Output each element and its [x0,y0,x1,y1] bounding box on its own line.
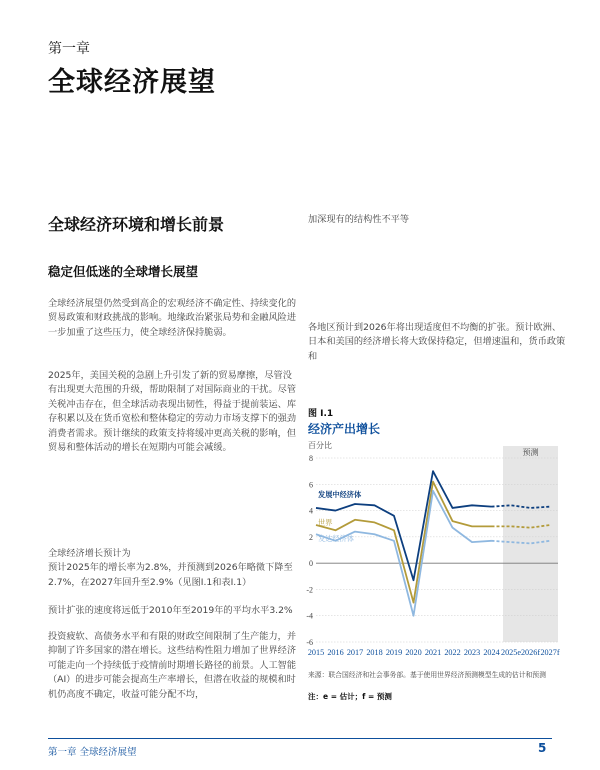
y-tick-label: 8 [309,454,313,463]
series-label: 发展中经济体 [318,490,362,499]
paragraph-regional: 各地区预计到2026年将出现适度但不均衡的扩张。预计欧洲、日本和美国的经济增长将大致保持稳定，但增速温和，货币政策和 [308,322,566,362]
x-tick-label: 2025e [500,648,522,657]
x-tick-label: 2019 [385,648,403,657]
sub-heading: 稳定但低迷的全球增长展望 [48,264,199,279]
page-number: 5 [538,741,547,755]
forecast-band [503,446,558,642]
figure-number: 图 I.1 [308,409,334,419]
forecast-label: 预测 [522,448,539,457]
output-growth-chart [300,436,590,664]
x-tick-label: 2020 [405,648,422,657]
y-tick-label: -4 [306,611,313,621]
x-tick-label: 2017 [346,648,364,657]
chapter-title: 全球经济展望 [48,67,216,98]
y-tick-label: 0 [309,559,313,569]
x-tick-label: 2022 [444,648,461,657]
footer-rule [48,738,552,739]
x-tick-label: 2026f [520,648,541,657]
x-tick-label: 2023 [463,648,481,657]
footer-chapter-text: 第一章 全球经济展望 [48,747,137,758]
figure-notes: 注：e = 估计；f = 预测 [308,692,392,701]
y-tick-label: 2 [309,532,313,542]
paragraph-investment: 投资疲软、高债务水平和有限的财政空间限制了生产能力，并抑制了许多国家的潜在增长。这些结构性阻力增加了世界经济可能走向一个持续低于疫情前时期增长路径的前景。人工智能（AI）的进步可能会提高生产率增长，但潜在收益的规模和时机仍高度不确定，收益可能分配不均， [48,631,297,700]
paragraph-tariffs: 2025年，美国关税的急剧上升引发了新的贸易摩擦，尽管没有出现更大范围的升级，帮助限制了对国际商业的干扰。尽管关税冲击存在，但全球活动表现出韧性，得益于提前装运、库存积累以及在货币宽松和整体稳定的劳动力市场支撑下的强劲消费者需求。预计继续的政策支持将缓冲更高关税的影响，但贸易和整体活动的增长在短期内可能会减缓。 [48,370,297,454]
paragraph-growth-forecast: 全球经济增长预计为 预计2025年的增长率为2.8%，并预测到2026年略微下降至2.7%，在2027年回升至2.9%（见图I.1和表I.1） [48,548,293,588]
y-axis-label: 百分比 [308,441,332,450]
x-tick-label: 2016 [327,648,344,657]
x-tick-label: 2024 [483,648,500,657]
figure-source: 来源：联合国经济和社会事务部。基于使用世界经济预测模型生成的估计和预测 [308,671,546,679]
paragraph-outlook: 全球经济展望仍然受到高企的宏观经济不确定性、持续变化的贸易政策和财政挑战的影响。地缘政治紧张局势和金融风险进一步加重了这些压力，使全球经济保持脆弱。 [48,298,297,338]
y-tick-label: 6 [309,480,313,490]
paragraph-expansion-pace: 预计扩张的速度将远低于2010年至2019年的平均水平3.2% [48,605,293,616]
paragraph-inequality: 加深现有的结构性不平等 [308,214,410,225]
chapter-label: 第一章 [48,41,90,57]
x-tick-label: 2018 [366,648,383,657]
series-label: 世界 [318,519,333,528]
section-heading: 全球经济环境和增长前景 [48,215,225,234]
x-tick-label: 2027f [540,648,560,657]
x-tick-label: 2015 [307,648,325,657]
series-line [316,491,492,616]
x-tick-label: 2021 [424,648,442,657]
y-tick-label: -6 [306,638,313,647]
figure-title: 经济产出增长 [308,422,381,436]
y-tick-label: -2 [306,585,313,595]
series-label: 发达经济体 [318,535,354,544]
y-tick-label: 4 [309,506,313,516]
